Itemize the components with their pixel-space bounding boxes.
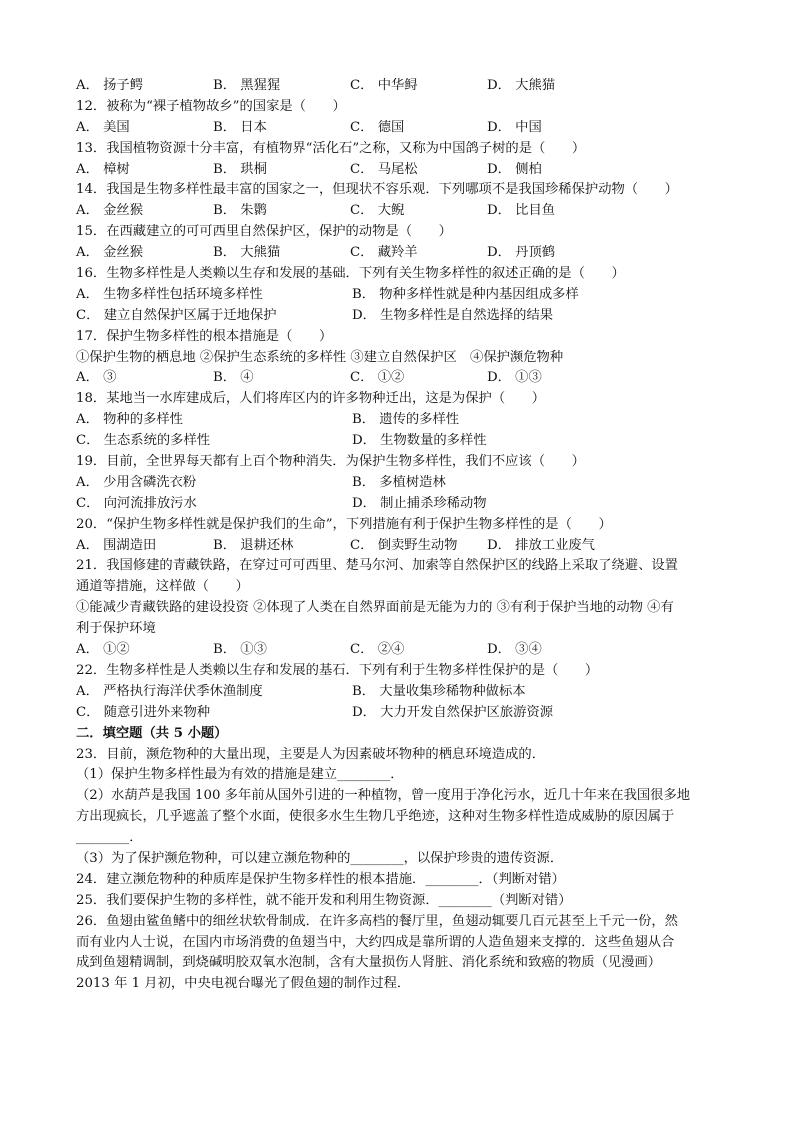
question-12: 12．被称为“裸子植物故乡”的国家是（ ） [76, 98, 346, 114]
question-23: 23．目前，濒危物种的大量出现，主要是人为因素破坏物种的栖息环境造成的． [76, 746, 546, 762]
q15-options [76, 243, 726, 264]
question-16: 16．生物多样性是人类赖以生存和发展的基础．下列有关生物多样性的叙述正确的是（ ） [76, 266, 625, 282]
q22-options-row1 [76, 682, 726, 703]
section-heading-fill-in: 二．填空题（共 5 小题） [76, 725, 228, 741]
q17-options [76, 368, 726, 389]
q19-options-row2 [76, 494, 726, 515]
q16-options-row1 [76, 285, 726, 306]
question-23-part2-line1: （2）水葫芦是我国 100 多年前从国外引进的一种植物，曾一度用于净化污水，近几十年来在我国很多地 [76, 788, 691, 804]
q21-options [76, 640, 726, 661]
option: C． 马尾松 [350, 161, 418, 177]
option: A． 扬子鳄 [76, 78, 144, 93]
option: C． 藏羚羊 [350, 245, 418, 261]
q12-options [76, 118, 726, 139]
q16-options-row2 [76, 306, 726, 327]
option: D． 侧柏 [487, 161, 542, 177]
option: C． ①② [350, 370, 405, 386]
option: B． 大熊猫 [213, 245, 281, 261]
option: A． 生物多样性包括环境多样性 [76, 286, 263, 302]
option: D． ①③ [487, 370, 542, 386]
option: D． 比目鱼 [487, 203, 556, 219]
question-23-part2-line2: 方出现疯长，几乎遮盖了整个水面，使很多水生生物几乎绝迹，这种对生物多样性造成威胁的原因属于 [76, 809, 675, 825]
option: D． 大熊猫 [487, 78, 556, 93]
option: B． 朱鹮 [213, 203, 267, 219]
question-15: 15．在西藏建立的可可西里自然保护区，保护的动物是（ ） [76, 224, 452, 240]
question-21-line1: 21．我国修建的青藏铁路，在穿过可可西里、楚马尔河、加索等自然保护区的线路上采取了绕避、设置 [76, 558, 678, 574]
option: B． 珙桐 [213, 161, 267, 177]
option: B． 物种多样性就是种内基因组成多样 [352, 286, 579, 302]
option: D． ③④ [487, 642, 542, 658]
option: B． ④ [213, 370, 254, 386]
option: D． 生物多样性是自然选择的结果 [352, 307, 554, 323]
question-18: 18．某地当一水库建成后，人们将库区内的许多物种迁出，这是为保护（ ） [76, 391, 546, 407]
option: B． 黑猩猩 [213, 78, 281, 93]
option: A． 围湖造田 [76, 537, 157, 553]
option: A． 樟树 [76, 161, 130, 177]
option: C． 随意引进外来物种 [76, 704, 211, 720]
option: A． ①② [76, 642, 130, 658]
question-17: 17．保护生物多样性的根本措施是（ ） [76, 328, 333, 344]
question-21-line4: 利于保护环境 [76, 621, 156, 637]
option: B． 多植树造林 [352, 474, 446, 490]
option: D． 丹顶鹤 [487, 245, 556, 261]
option: C． ②④ [350, 642, 405, 658]
exam-page [76, 76, 726, 995]
question-13: 13．我国植物资源十分丰富，有植物界“活化石”之称，又称为中国鸽子树的是（ ） [76, 140, 586, 156]
option: A． 金丝猴 [76, 203, 144, 219]
q13-options [76, 160, 726, 181]
question-22: 22．生物多样性是人类赖以生存和发展的基石．下列有利于生物多样性保护的是（ ） [76, 662, 599, 678]
question-23-part1: （1）保护生物多样性最为有效的措施是建立________． [76, 767, 404, 783]
question-14: 14．我国是生物多样性最丰富的国家之一，但现状不容乐观．下列哪项不是我国珍稀保护动物（ ） [76, 182, 678, 198]
option: C． 生态系统的多样性 [76, 433, 211, 449]
option: C． 建立自然保护区属于迁地保护 [76, 307, 277, 323]
option: A． 美国 [76, 119, 130, 135]
question-20: 20．“保护生物多样性就是保护我们的生命”，下列措施有利于保护生物多样性的是（ ） [76, 516, 612, 532]
question-23-part3: （3）为了保护濒危物种，可以建立濒危物种的________，以保护珍贵的遗传资源． [76, 850, 564, 866]
q11-options [76, 76, 726, 97]
option: C． 倒卖野生动物 [350, 537, 458, 553]
option: D． 制止捕杀珍稀动物 [352, 495, 487, 511]
question-19: 19．目前，全世界每天都有上百个物种消失．为保护生物多样性，我们不应该（ ） [76, 454, 585, 470]
question-25: 25．我们要保护生物的多样性，就不能开发和利用生物资源．________（判断对错） [76, 892, 572, 908]
option: A． 物种的多样性 [76, 412, 183, 428]
question-26-line1: 26．鱼翅由鲨鱼鳍中的细丝状软骨制成．在许多高档的餐厅里，鱼翅动辄要几百元甚至上千元一份，然 [76, 913, 678, 929]
option: B． 日本 [213, 119, 267, 135]
question-23-part2-blank: ________． [76, 830, 143, 846]
option: D． 中国 [487, 119, 542, 135]
option: A． 少用含磷洗衣粉 [76, 474, 197, 490]
option: C． 德国 [350, 119, 405, 135]
question-17-statements: ①保护生物的栖息地 ②保护生态系统的多样性 ③建立自然保护区 ④保护濒危物种 [76, 349, 564, 365]
q18-options-row1 [76, 410, 726, 431]
question-21-line3: ①能减少青藏铁路的建设投资 ②体现了人类在自然界面前是无能为力的 ③有利于保护当地的动物 ④有 [76, 600, 674, 616]
q14-options [76, 201, 726, 222]
option: C． 大鲵 [350, 203, 405, 219]
option: D． 生物数量的多样性 [352, 433, 487, 449]
option: A． ③ [76, 370, 117, 386]
question-26-line3: 成到鱼翅精调制，到烧碱明胶双氧水泡制，含有大量损伤人肾脏、消化系统和致癌的物质（见漫画） [76, 955, 662, 971]
q20-options [76, 536, 726, 557]
option: A． 金丝猴 [76, 245, 144, 261]
option: B． ①③ [213, 642, 267, 658]
q18-options-row2 [76, 431, 726, 452]
option: A． 严格执行海洋伏季休渔制度 [76, 683, 263, 699]
question-24: 24．建立濒危物种的种质库是保护生物多样性的根本措施．________．（判断对错） [76, 871, 565, 887]
question-21-line2: 通道等措施，这样做（ ） [76, 579, 249, 595]
option: B． 大量收集珍稀物种做标本 [352, 683, 526, 699]
option: D． 排放工业废气 [487, 537, 595, 553]
option: C． 中华鲟 [350, 78, 418, 93]
question-26-line2: 而有业内人士说，在国内市场消费的鱼翅当中，大约四成是靠所谓的人造鱼翅来支撑的．这些鱼翅从合 [76, 934, 675, 950]
option: B． 遗传的多样性 [352, 412, 460, 428]
option: D． 大力开发自然保护区旅游资源 [352, 704, 554, 720]
option: C． 向河流排放污水 [76, 495, 197, 511]
q22-options-row2 [76, 703, 726, 724]
q19-options-row1 [76, 473, 726, 494]
question-26-line4: 2013 年 1 月初，中央电视台曝光了假鱼翅的制作过程． [76, 976, 411, 992]
option: B． 退耕还林 [213, 537, 294, 553]
